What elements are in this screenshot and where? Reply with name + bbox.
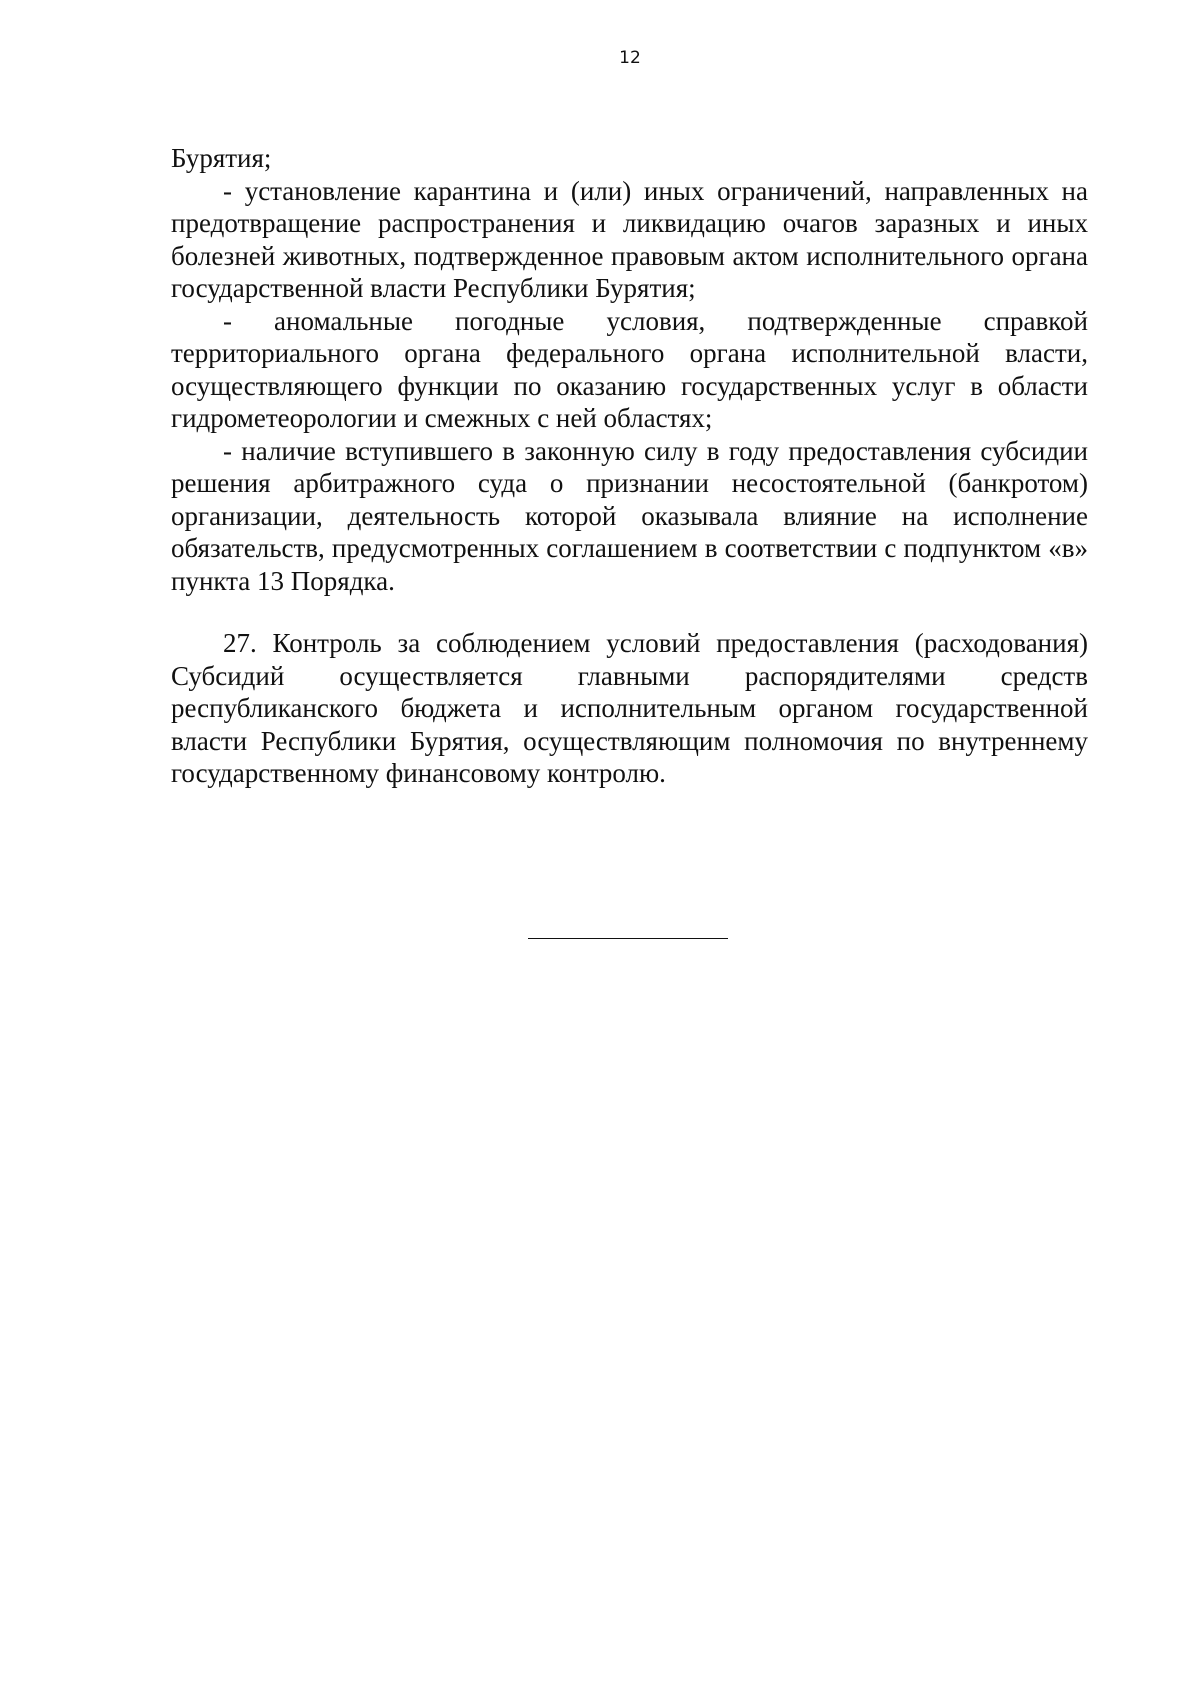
document-body <box>171 142 1088 790</box>
paragraph-quarantine-item: - установление карантина и (или) иных ограничений, направленных на предотвращение распространения и ликвидацию очагов заразных и иных болезней животных, подтвержденное правовым актом исполнительного органа государственной власти Республики Бурятия; <box>171 175 1088 303</box>
page-number: 12 <box>619 48 641 68</box>
paragraph-27-control: 27. Контроль за соблюдением условий предоставления (расходования) Субсидий осуществляется главными распорядителями средств республиканского бюджета и исполнительным органом государственной власти Республики Бурятия, осуществляющим полномочия по внутреннему государственному финансовому контролю. <box>171 628 1088 788</box>
paragraph-weather-item: - аномальные погодные условия, подтвержденные справкой территориального органа федерального органа исполнительной власти, осуществляющего функции по оказанию государственных услуг в области гидрометеорологии и смежных с ней областях; <box>171 305 1088 433</box>
paragraph-continuation: Бурятия; <box>171 143 272 173</box>
paragraph-bankruptcy-item: - наличие вступившего в законную силу в году предоставления субсидии решения арбитражного суда о признании несостоятельной (банкротом) организации, деятельность которой оказывала влияние на исполнение обязательств, предусмотренных соглашением в соответствии с подпунктом «в» пункта 13 Порядка. <box>171 435 1088 596</box>
end-of-document-line <box>528 938 728 939</box>
